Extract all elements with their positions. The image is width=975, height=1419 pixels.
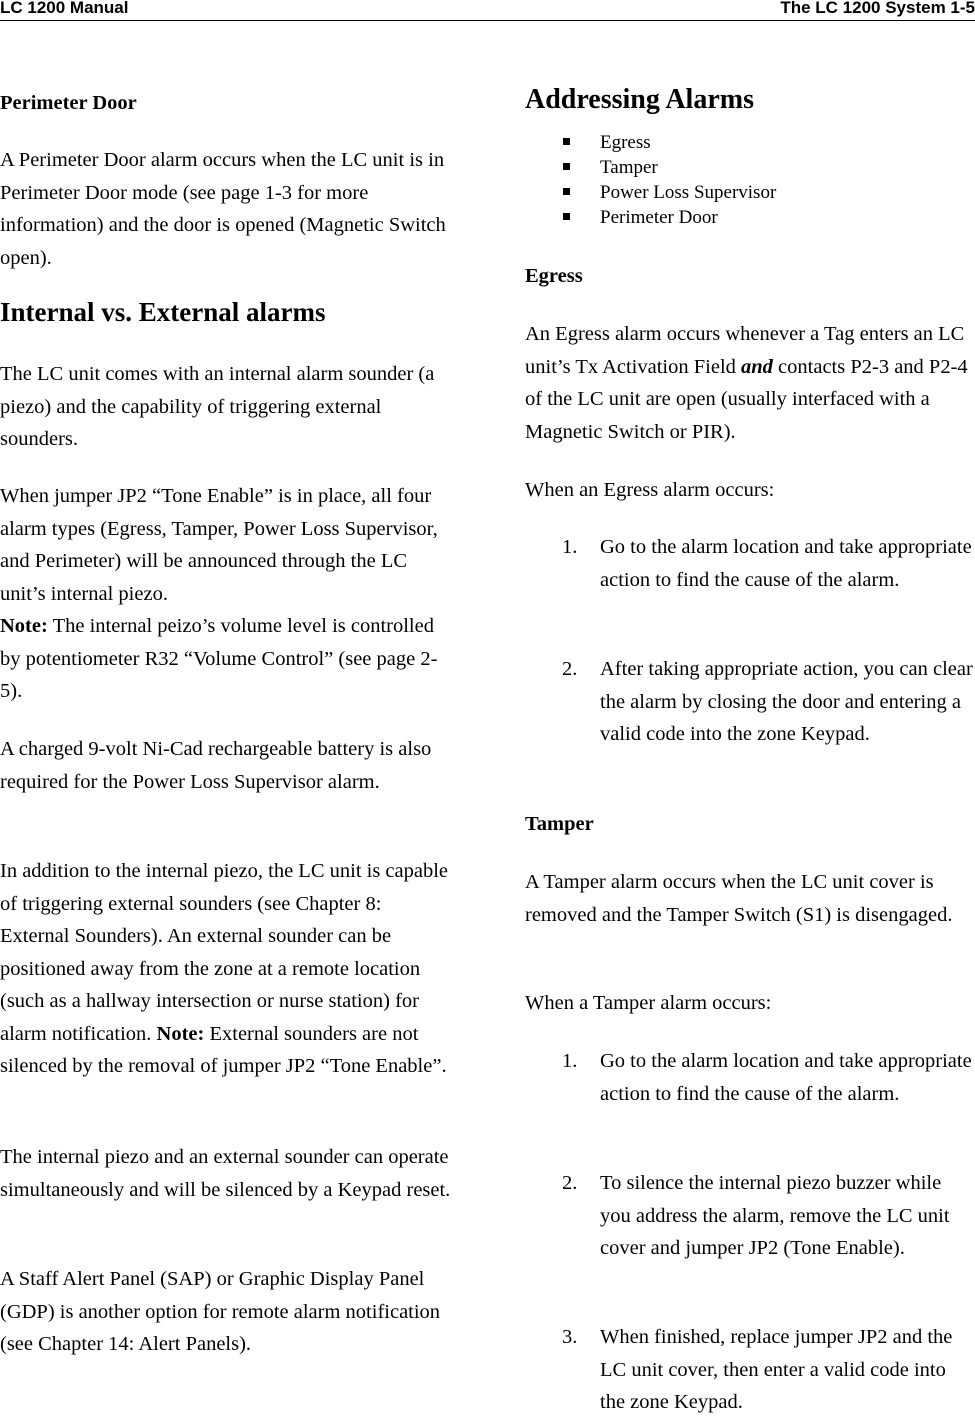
manual-title: LC 1200 Manual: [0, 0, 129, 17]
perimeter-door-paragraph: A Perimeter Door alarm occurs when the LC unit is in Perimeter Door mode (see page 1-3 for more information) and the door is opened (Magnetic Switch open).: [0, 149, 446, 269]
external-sounders-text: In addition to the internal piezo, the LC unit is capable of triggering external sounders (see Chapter 8: External Sounders). An external sounder can be positioned away from the zone at a remote location (such as a hallway intersection or nurse station) for alarm notification.: [0, 860, 449, 1045]
internal-external-heading: Internal vs. External alarms: [0, 297, 326, 327]
section-page-number: The LC 1200 System 1-5: [780, 0, 975, 17]
list-item: Power Loss Supervisor: [525, 180, 975, 205]
list-item: Egress: [525, 130, 975, 155]
keypad-reset-paragraph: The internal piezo and an external sounder can operate simultaneously and will be silenced by a Keypad reset.: [0, 1146, 451, 1201]
bullet-square-icon: [563, 163, 570, 170]
list-item: Perimeter Door: [525, 205, 975, 230]
emphasis-and: and: [741, 355, 773, 378]
list-item: Tamper: [525, 155, 975, 180]
external-sounders-paragraph: [0, 855, 452, 1083]
tamper-heading: Tamper: [525, 813, 594, 835]
tone-enable-paragraph: When jumper JP2 “Tone Enable” is in place, all four alarm types (Egress, Tamper, Power Loss Supervisor, and Perimeter) will be announced through the LC unit’s internal piezo.: [0, 485, 438, 605]
perimeter-door-heading: Perimeter Door: [0, 92, 137, 114]
addressing-alarms-heading: Addressing Alarms: [525, 84, 754, 115]
volume-note: [0, 610, 452, 708]
egress-heading: Egress: [525, 265, 583, 287]
egress-paragraph: An Egress alarm occurs whenever a Tag enters an LC unit’s Tx Activation Field and contacts P2-3 and P2-4 of the LC unit are open (usually interfaced with a Magnetic Switch or PIR).: [525, 323, 968, 443]
note-text: The internal peizo’s volume level is controlled by potentiometer R32 “Volume Control” (see page 2-5).: [0, 615, 438, 702]
alarm-type-list: [525, 130, 975, 230]
external-note-text: External sounders are not silenced by the removal of jumper JP2 “Tone Enable”.: [0, 1022, 447, 1077]
page-header: [0, 0, 975, 21]
tone-enable-block: [0, 480, 452, 708]
egress-when-text: When an Egress alarm occurs:: [525, 479, 775, 501]
battery-paragraph: A charged 9-volt Ni-Cad rechargeable battery is also required for the Power Loss Supervisor alarm.: [0, 738, 432, 793]
bullet-square-icon: [563, 138, 570, 145]
tamper-paragraph: A Tamper alarm occurs when the LC unit cover is removed and the Tamper Switch (S1) is disengaged.: [525, 871, 953, 926]
bullet-square-icon: [563, 188, 570, 195]
internal-sounder-paragraph: The LC unit comes with an internal alarm sounder (a piezo) and the capability of triggering external sounders.: [0, 363, 435, 450]
note-label: Note:: [0, 615, 48, 637]
tamper-when-text: When a Tamper alarm occurs:: [525, 992, 772, 1014]
alert-panel-paragraph: A Staff Alert Panel (SAP) or Graphic Display Panel (GDP) is another option for remote alarm notification (see Chapter 14: Alert Panels).: [0, 1268, 441, 1355]
note-label: Note:: [156, 1022, 205, 1045]
bullet-square-icon: [563, 213, 570, 220]
